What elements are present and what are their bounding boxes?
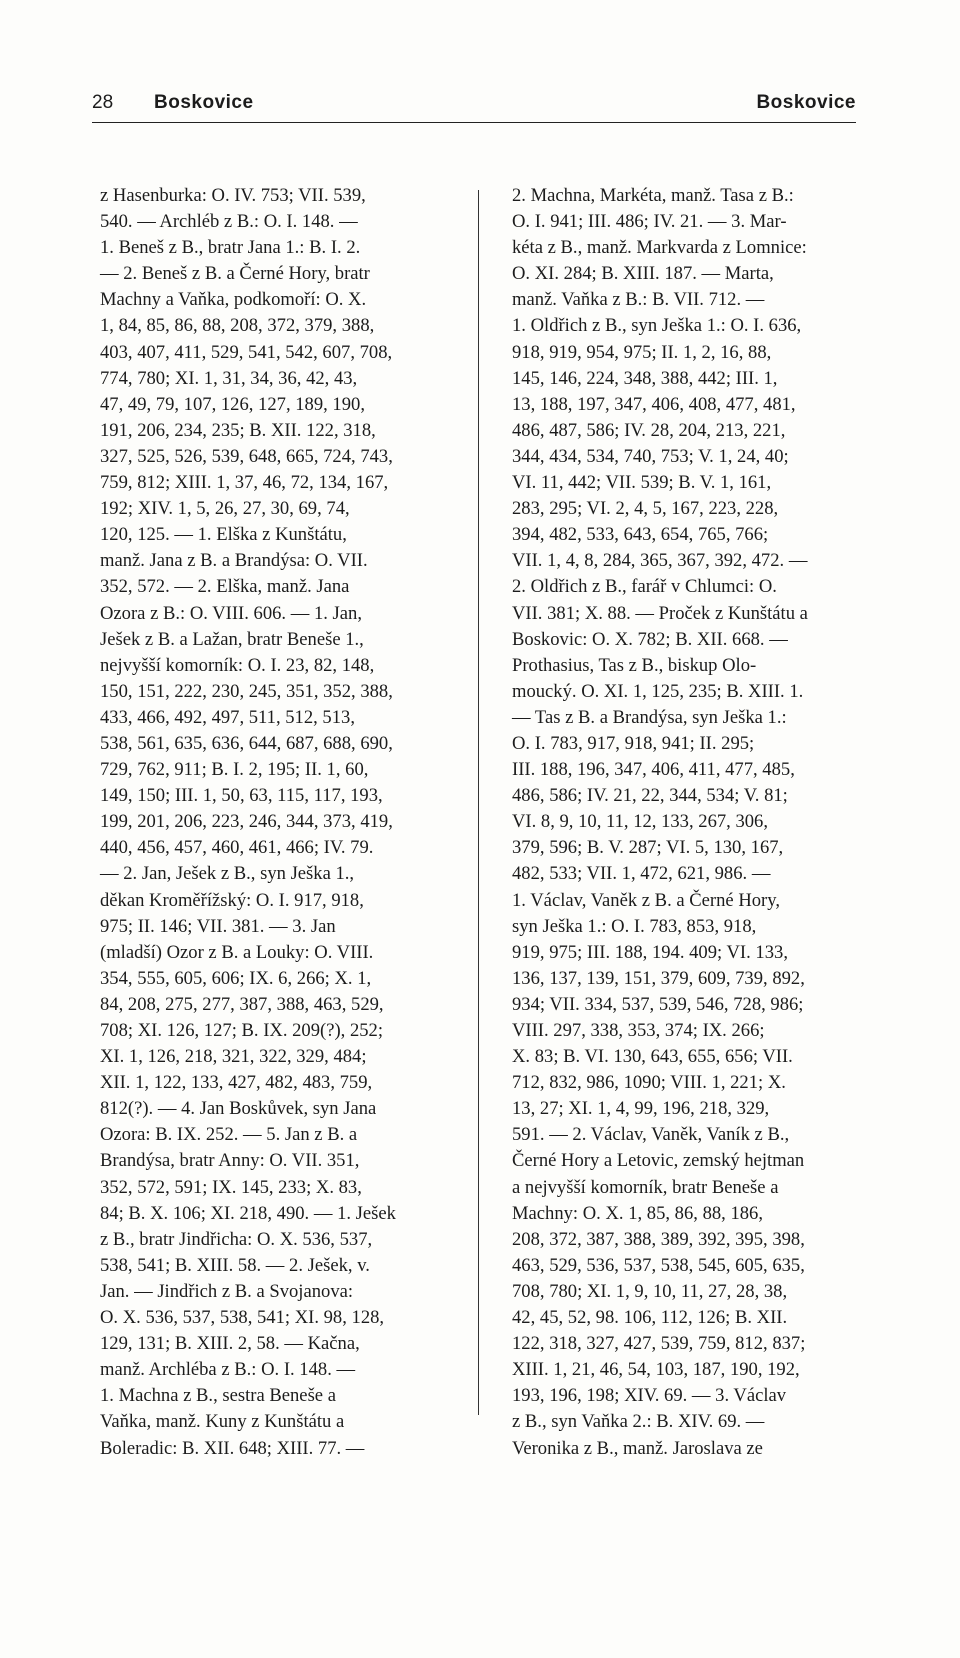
text-line: 394, 482, 533, 643, 654, 765, 766; [512, 524, 769, 546]
text-line: manž. Vaňka z B.: B. VII. 712. — [512, 289, 765, 311]
running-header [92, 92, 856, 123]
text-line: děkan Kroměřížský: O. I. 917, 918, [100, 889, 364, 911]
text-line: 919, 975; III. 188, 194. 409; VI. 133, [512, 941, 788, 963]
text-line: 774, 780; XI. 1, 31, 34, 36, 42, 43, [100, 367, 358, 389]
text-line: 463, 529, 536, 537, 538, 545, 605, 635, [512, 1254, 805, 1276]
text-line: 199, 201, 206, 223, 246, 344, 373, 419, [100, 811, 393, 833]
text-line: z B., syn Vaňka 2.: B. XIV. 69. — [512, 1411, 765, 1433]
text-line: XII. 1, 122, 133, 427, 482, 483, 759, [100, 1072, 373, 1094]
text-line: 327, 525, 526, 539, 648, 665, 724, 743, [100, 445, 393, 467]
text-line: moucký. O. XI. 1, 125, 235; B. XIII. 1. [512, 680, 804, 702]
text-line: 129, 131; B. XIII. 2, 58. — Kačna, [100, 1333, 360, 1355]
text-line: O. I. 941; III. 486; IV. 21. — 3. Mar- [512, 211, 787, 233]
text-line: 440, 456, 457, 460, 461, 466; IV. 79. [100, 837, 374, 859]
text-line: Ješek z B. a Lažan, bratr Beneše 1., [100, 628, 364, 650]
text-line: 1. Beneš z B., bratr Jana 1.: B. I. 2. [100, 237, 361, 259]
text-line: 208, 372, 387, 388, 389, 392, 395, 398, [512, 1228, 805, 1250]
text-line: X. 83; B. VI. 130, 643, 655, 656; VII. [512, 1046, 793, 1068]
text-line: 13, 188, 197, 347, 406, 408, 477, 481, [512, 393, 796, 415]
page-number: 28 [92, 92, 114, 113]
text-line: 13, 27; XI. 1, 4, 99, 196, 218, 329, [512, 1098, 770, 1120]
text-line: 708; XI. 126, 127; B. IX. 209(?), 252; [100, 1020, 384, 1041]
text-line: a nejvyšší komorník, bratr Beneše a [512, 1176, 779, 1198]
text-line: — Tas z B. a Brandýsa, syn Ješka 1.: [512, 706, 787, 728]
text-line: 1. Machna z B., sestra Beneše a [100, 1385, 336, 1407]
text-line: 42, 45, 52, 98. 106, 112, 126; B. XII. [512, 1307, 788, 1329]
text-line: O. I. 783, 917, 918, 941; II. 295; [512, 732, 755, 754]
text-line: VIII. 297, 338, 353, 374; IX. 266; [512, 1020, 765, 1041]
text-line: 591. — 2. Václav, Vaněk, Vaník z B., [512, 1124, 790, 1146]
text-line: Prothasius, Tas z B., biskup Olo- [512, 654, 757, 676]
text-line: — 2. Jan, Ješek z B., syn Ješka 1., [100, 863, 355, 885]
text-line: 812(?). — 4. Jan Boskůvek, syn Jana [100, 1098, 377, 1120]
text-line: VI. 8, 9, 10, 11, 12, 133, 267, 306, [512, 811, 768, 833]
text-line: 538, 561, 635, 636, 644, 687, 688, 690, [100, 732, 393, 754]
text-line: 149, 150; III. 1, 50, 63, 115, 117, 193, [100, 785, 383, 807]
text-line: 84; B. X. 106; XI. 218, 490. — 1. Ješek [100, 1202, 396, 1224]
text-line: 433, 466, 492, 497, 511, 512, 513, [100, 706, 355, 728]
text-line: 1. Václav, Vaněk z B. a Černé Hory, [512, 889, 780, 911]
text-line: 2. Machna, Markéta, manž. Tasa z B.: [512, 185, 794, 206]
text-line: VII. 381; X. 88. — Proček z Kunštátu a [512, 602, 808, 624]
text-line: O. XI. 284; B. XIII. 187. — Marta, [512, 263, 774, 285]
text-line: 538, 541; B. XIII. 58. — 2. Ješek, v. [100, 1254, 370, 1276]
text-line: 122, 318, 327, 427, 539, 759, 812, 837; [512, 1333, 806, 1355]
text-line: O. X. 536, 537, 538, 541; XI. 98, 128, [100, 1307, 385, 1329]
text-line: VI. 11, 442; VII. 539; B. V. 1, 161, [512, 472, 772, 494]
text-line: 1. Oldřich z B., syn Ješka 1.: O. I. 636, [512, 315, 802, 337]
text-line: 379, 596; B. V. 287; VI. 5, 130, 167, [512, 837, 784, 859]
running-title-left: Boskovice [154, 92, 254, 113]
column-divider [478, 190, 479, 1415]
text-line: Jan. — Jindřich z B. a Svojanova: [100, 1280, 354, 1302]
text-line: z Hasenburka: O. IV. 753; VII. 539, [100, 185, 366, 206]
text-line: III. 188, 196, 347, 406, 411, 477, 485, [512, 759, 795, 781]
text-line: manž. Archléba z B.: O. I. 148. — [100, 1359, 356, 1381]
text-line: syn Ješka 1.: O. I. 783, 853, 918, [512, 915, 757, 937]
text-line: Boskovic: O. X. 782; B. XII. 668. — [512, 628, 788, 650]
text-line: 540. — Archléb z B.: O. I. 148. — [100, 211, 358, 233]
text-line: Veronika z B., manž. Jaroslava ze [512, 1437, 763, 1459]
text-line: 708, 780; XI. 1, 9, 10, 11, 27, 28, 38, [512, 1280, 788, 1302]
text-line: 120, 125. — 1. Elška z Kunštátu, [100, 524, 347, 546]
text-line: 191, 206, 234, 235; B. XII. 122, 318, [100, 419, 376, 441]
text-line: kéta z B., manž. Markvarda z Lomnice: [512, 237, 807, 259]
text-line: — 2. Beneš z B. a Černé Hory, bratr [100, 263, 370, 285]
text-line: 2. Oldřich z B., farář v Chlumci: O. [512, 576, 777, 598]
text-line: 283, 295; VI. 2, 4, 5, 167, 223, 228, [512, 498, 779, 520]
text-line: (mladší) Ozor z B. a Louky: O. VIII. [100, 941, 374, 963]
text-line: 729, 762, 911; B. I. 2, 195; II. 1, 60, [100, 759, 369, 781]
text-line: 136, 137, 139, 151, 379, 609, 739, 892, [512, 967, 805, 989]
text-line: 352, 572. — 2. Elška, manž. Jana [100, 576, 350, 598]
text-line: Černé Hory a Letovic, zemský hejtman [512, 1150, 805, 1172]
text-line: 150, 151, 222, 230, 245, 351, 352, 388, [100, 680, 393, 702]
text-line: Vaňka, manž. Kuny z Kunštátu a [100, 1411, 345, 1433]
text-line: Machny a Vaňka, podkomoří: O. X. [100, 289, 367, 311]
running-title-right: Boskovice [756, 92, 856, 113]
text-line: 352, 572, 591; IX. 145, 233; X. 83, [100, 1176, 362, 1198]
text-line: 712, 832, 986, 1090; VIII. 1, 221; X. [512, 1072, 786, 1094]
text-line: manž. Jana z B. a Brandýsa: O. VII. [100, 550, 368, 572]
text-line: 486, 586; IV. 21, 22, 344, 534; V. 81; [512, 785, 788, 807]
text-line: 482, 533; VII. 1, 472, 621, 986. — [512, 863, 771, 885]
text-line: 192; XIV. 1, 5, 26, 27, 30, 69, 74, [100, 498, 350, 520]
text-line: 1, 84, 85, 86, 88, 208, 372, 379, 388, [100, 315, 375, 337]
text-line: Boleradic: B. XII. 648; XIII. 77. — [100, 1437, 365, 1459]
text-line: 145, 146, 224, 348, 388, 442; III. 1, [512, 367, 778, 389]
text-line: 354, 555, 605, 606; IX. 6, 266; X. 1, [100, 967, 372, 989]
text-line: XI. 1, 126, 218, 321, 322, 329, 484; [100, 1046, 367, 1068]
left-text-column [100, 183, 480, 1462]
text-line: 193, 196, 198; XIV. 69. — 3. Václav [512, 1385, 787, 1407]
text-line: 344, 434, 534, 740, 753; V. 1, 24, 40; [512, 445, 789, 467]
right-text-column [512, 183, 882, 1462]
text-line: 486, 487, 586; IV. 28, 204, 213, 221, [512, 419, 786, 441]
text-line: 47, 49, 79, 107, 126, 127, 189, 190, [100, 393, 365, 415]
text-line: Ozora: B. IX. 252. — 5. Jan z B. a [100, 1124, 358, 1146]
text-line: Ozora z B.: O. VIII. 606. — 1. Jan, [100, 602, 362, 624]
text-line: Machny: O. X. 1, 85, 86, 88, 186, [512, 1202, 763, 1224]
text-line: Brandýsa, bratr Anny: O. VII. 351, [100, 1150, 360, 1172]
text-line: 918, 919, 954, 975; II. 1, 2, 16, 88, [512, 341, 772, 363]
text-line: 934; VII. 334, 537, 539, 546, 728, 986; [512, 993, 804, 1015]
text-line: 84, 208, 275, 277, 387, 388, 463, 529, [100, 993, 384, 1015]
text-line: nejvyšší komorník: O. I. 23, 82, 148, [100, 654, 375, 676]
text-line: z B., bratr Jindřicha: O. X. 536, 537, [100, 1228, 373, 1250]
text-line: 759, 812; XIII. 1, 37, 46, 72, 134, 167, [100, 472, 389, 494]
text-line: 403, 407, 411, 529, 541, 542, 607, 708, [100, 341, 393, 363]
text-line: 975; II. 146; VII. 381. — 3. Jan [100, 915, 336, 937]
text-line: XIII. 1, 21, 46, 54, 103, 187, 190, 192, [512, 1359, 800, 1381]
text-line: VII. 1, 4, 8, 284, 365, 367, 392, 472. — [512, 550, 808, 572]
